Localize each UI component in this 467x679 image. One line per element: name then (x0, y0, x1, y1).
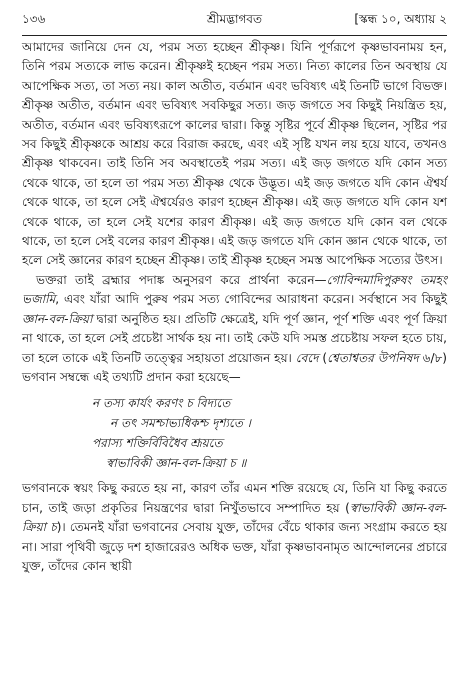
paragraph-2 (22, 271, 447, 387)
running-header (22, 5, 447, 36)
p2-italic-upanishad: শ্বেতাশ্বতর উপনিষদ (327, 350, 419, 365)
p3-italic-verse-ref: স্বাভাবিকী জ্ঞান-বল-ক্রিয়া চ (22, 500, 447, 535)
chapter-location: [স্কন্ধ ১০, অধ্যায় ২ (354, 12, 447, 26)
p2-text-e: দ্বারা অনুষ্ঠিত হয়। প্রতিটি ক্ষেত্রেই, যদি পূর্ণ জ্ঞান, পূর্ণ শক্তি এবং পূর্ণ ক্রিয়া না থাকে, তা হলে সেই প্রচেষ্টা সার্থক হয় না। তাই কেউ যদি সমস্ত প্রচেষ্টায় সফল হতে চায়, তা হলে তাকে এই তিনটি তত্ত্বের সহায়তা প্রয়োজন হয়। (22, 311, 447, 365)
p2-text-i: ৬/৮) ভগবান সম্বন্ধে এই তথ্যটি প্রদান করা হয়েছে— (22, 350, 447, 384)
p2-italic-jnana: জ্ঞান-বল-ক্রিয়া (22, 311, 93, 326)
verse-line-4: স্বাভাবিকী জ্ঞান-বল-ক্রিয়া চ ॥ (106, 456, 247, 471)
paragraph-3 (22, 479, 447, 576)
p2-text-a: ভক্তরা তাই ব্রহ্মার পদাঙ্ক অনুসরণ করে প্রার্থনা করেন— (36, 272, 327, 287)
p3-text-c: )। তেমনই যাঁরা ভগবানের সেবায় যুক্ত, তাঁদের বেঁচে থাকার জন্য সংগ্রাম করতে হয় না। সারা পৃথিবী জুড়ে দশ হাজারেরও অধিক ভক্ত, যাঁরা কৃষ্ণভাবনামৃত আন্দোলনের প্রচারে যুক্ত, তাঁদের কোন স্থায়ী (22, 520, 448, 573)
p2-italic-vede: বেদে (295, 350, 319, 365)
p2-text-g: ( (318, 350, 328, 365)
verse-line-3: পরাস্য শক্তির্বিবিধৈব শ্রূয়তে (92, 436, 223, 451)
page-number: ১৩৬ (22, 12, 46, 26)
p2-italic-govinda: গোবিন্দমাদিপুরুষং তমহং ভজামি (22, 272, 448, 307)
verse-line-1: ন তস্য কার্যং করণং চ বিদ্যতে (92, 396, 231, 411)
p2-text-c: , এবং যাঁরা আদি পুরুষ পরম সত্য গোবিন্দের আরাধনা করেন। সর্বস্থানে সব কিছুই (55, 292, 447, 307)
paragraph-1: আমাদের জানিয়ে দেন যে, পরম সত্য হচ্ছেন শ্রীকৃষ্ণ। যিনি পূর্ণরূপে কৃষ্ণভাবনাময় হন, তিনি পরম সত্যকে লাভ করেন। শ্রীকৃষ্ণই হচ্ছেন পরম সত্য। নিত্য কালের তিন অবস্থায় যে আপেক্ষিক সত্য, তা সত্য নয়। কাল অতীত, বর্তমান এবং ভবিষ্যৎ এই তিনটি ভাগে বিভক্ত। শ্রীকৃষ্ণ অতীত, বর্তমান এবং ভবিষ্যৎ সবকিছুর সত্য। জড় জগতে সব কিছুই নিয়ন্ত্রিত হয়, অতীত, বর্তমান এবং ভবিষ্যৎরূপে কালের দ্বারা। কিন্তু সৃষ্টির পূর্বে শ্রীকৃষ্ণ ছিলেন, সৃষ্টির পর সব কিছুই শ্রীকৃষ্ণকে আশ্রয় করে বিরাজ করছে, এবং এই সৃষ্টি যখন লয় হয়ে যাবে, তখনও শ্রীকৃষ্ণ থাকবেন। তাই তিনি সব অবস্থাতেই পরম সত্য। এই জড় জগতে যদি কোন সত্য থেকে থাকে, তা হলে তা পরম সত্য শ্রীকৃষ্ণ থেকে উদ্ভূত। এই জড় জগতে যদি কোন ঐশ্বর্য থেকে থাকে, তা হলে সেই ঐশ্বর্যেরও কারণ হচ্ছেন শ্রীকৃষ্ণ। এই জড় জগতে যদি কোন যশ থেকে থাকে, তা হলে সেই যশের কারণ শ্রীকৃষ্ণ। এই জড় জগতে যদি কোন বল থেকে থাকে, তা হলে সেই বলের কারণ শ্রীকৃষ্ণ। এই জড় জগতে যদি কোন জ্ঞান থেকে থাকে, তা হলে সেই জ্ঞানের কারণ হচ্ছেন শ্রীকৃষ্ণ। তাই শ্রীকৃষ্ণ হচ্ছেন সমস্ত আপেক্ষিক সত্যের উৎস। (22, 40, 447, 268)
book-title: শ্রীমদ্ভাগবত (206, 12, 262, 26)
p3-text-a: ভগবানকে স্বয়ং কিছু করতে হয় না, কারণ তাঁর এমন শক্তি রয়েছে যে, তিনি যা কিছু করতে চান, তাই জড়া প্রকৃতির নিয়ন্ত্রণের দ্বারা নিখুঁতভাবে সম্পাদিত হয় ( (22, 481, 447, 515)
sanskrit-verse (22, 393, 447, 473)
body-text (22, 38, 447, 576)
verse-line-2: ন তৎ সমশ্চাভ্যধিকশ্চ দৃশ্যতে । (110, 416, 251, 431)
